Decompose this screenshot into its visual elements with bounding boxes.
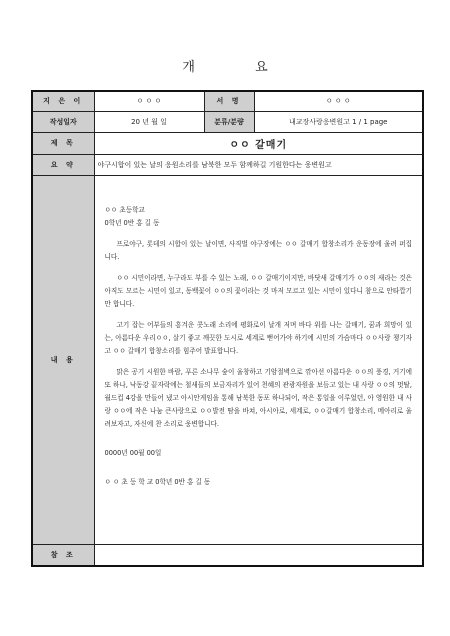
content-label: 내 용 [32,175,94,544]
summary-value: 야구시합이 있는 날의 응원소리를 남북한 모두 함께하길 기원한다는 웅변원고 [94,154,423,175]
date-label: 작성일자 [32,111,94,132]
summary-label: 요 약 [32,154,94,175]
signature-label: 서 명 [204,91,254,111]
paragraph-1: 프로야구, 롯데의 시합이 있는 날이면, 사직벌 야구장에는 ㅇㅇ 갈매기 합창소리가 운동장에 울려 퍼집니다. [104,239,412,261]
school-name: ㅇㅇ 초등학교 [104,205,145,214]
category-label: 분류/분량 [204,111,254,132]
category-value: 내교장사랑응변원고 1 / 1 page [254,111,423,132]
topic-value: ㅇㅇ 갈매기 [94,132,423,154]
paragraph-2: ㅇㅇ 시민이라면, 누구라도 부를 수 있는 노래, ㅇㅇ 갈매기이지만, 바닷새 갈매기가 ㅇㅇ의 새라는 것은 아직도 모르는 시민이 있고, 동백꽃이 ㅇㅇ의 꽃이라는 것 마저 모르고 있는 시민이 있다니 참으로 안타깝기만 합니다. [104,273,412,308]
reference-label: 참 조 [32,544,94,566]
signature-value: ㅇ ㅇ ㅇ [254,91,423,111]
page-title: 개 요 [182,60,296,75]
paragraph-4: 맑은 공기 시원한 바람, 푸른 소나무 숲이 울창하고 기암절벽으로 깎아선 아름다운 ㅇㅇ의 풍경, 거기에 또 하나, 낙동강 끝자락에는 철새들의 보금자리가 있어 천혜의 관광자원을 보듬고 있는 내 사랑 ㅇㅇ의 멋탈, 월드컵 4강을 만들어 냈고 아시안게임을 통해 남북한 동포 하나되어, 작은 통일을 이루었던, 아 영원한 내 사랑 ㅇㅇ에 작은 나눔 큰사랑으로 ㅇㅇ발전 땀을 바쳐, 아시아로, 세계로, ㅇㅇ갈매기 합창소리, 메아리로 울려보자고, 자신에 찬 소리로 웅변합니다. [104,367,412,428]
date-value: 20 년 월 일 [94,111,204,132]
writer-label: 지 은 이 [32,91,94,111]
overview-form [31,90,424,567]
signature-line: ㅇ ㅇ 초 등 학 교 0학년 0반 홍 길 동 [104,477,211,486]
topic-label: 제 목 [32,132,94,154]
content-body [94,175,423,544]
paragraph-3: 고기 잡는 어부들의 흥겨운 콧노래 소리에 평화로이 날개 저며 바다 위를 나는 갈매기, 꿈과 희망이 있는, 아름다운 우리ㅇㅇ, 살기 좋고 깨끗한 도시로 세계로 뻗어가야 하기에 시민의 가슴마다 ㅇㅇ사랑 챙기자고 ㅇㅇ 갈매기 합창소리를 힘주어 발표합니다. [104,320,412,355]
writer-value: ㅇ ㅇ ㅇ [94,91,204,111]
student-name: 0학년 0반 홍 길 동 [104,218,160,227]
date-line: 0000년 00월 00일 [104,448,162,457]
reference-value [94,544,423,566]
